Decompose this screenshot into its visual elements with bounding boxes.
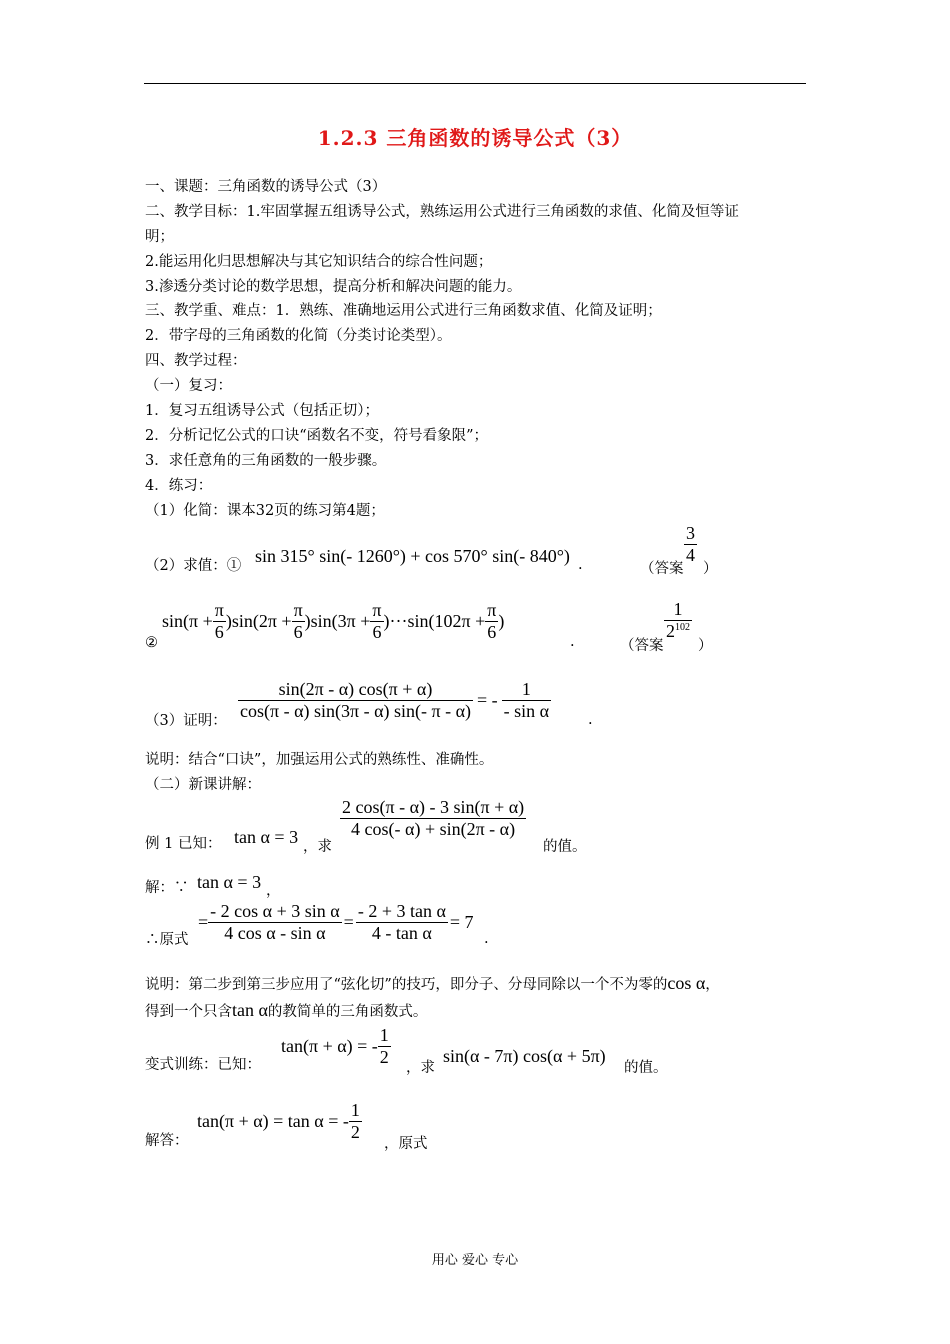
header-rule <box>144 83 806 84</box>
solution-fraction-2 <box>356 901 448 944</box>
q2b-answer-fraction <box>664 599 692 642</box>
text-line: 1．复习五组诱导公式（包括正切）； <box>145 403 379 419</box>
example1-fraction <box>340 797 526 840</box>
solution-comma: ， <box>266 883 281 899</box>
variant-expression: sin(α - 7π) cos(α + 5π) <box>443 1046 606 1066</box>
example1-mid: ，求 <box>303 839 332 855</box>
q2-answer-close: ） <box>703 561 718 577</box>
fraction-denominator: 6 <box>293 621 303 642</box>
text-line: 三、教学重、难点：1．熟练、准确地运用公式进行三角函数求值、化简及证明； <box>145 303 662 319</box>
fraction-numerator: π <box>293 599 303 620</box>
fraction-denominator: 2 <box>350 1121 360 1142</box>
fraction-denominator: - sin α <box>503 700 550 721</box>
fraction-numerator: sin(2π - α) cos(π + α) <box>238 679 473 701</box>
power-base: 2 <box>666 621 675 641</box>
fraction-numerator: 1 <box>502 679 551 701</box>
text-line: 3.渗透分类讨论的数学思想，提高分析和解决问题的能力。 <box>145 279 522 295</box>
note-math: tan α <box>232 1000 268 1020</box>
fraction-numerator: π <box>487 599 497 620</box>
therefore-label: ∴原式 <box>145 932 189 948</box>
solution-dot: . <box>484 931 489 947</box>
power-exponent: 102 <box>675 622 690 633</box>
solution-condition: tan α = 3 <box>197 872 262 892</box>
q2b-expression <box>162 596 504 646</box>
q2-expression: sin 315° sin(- 1260°) + cos 570° sin(- 840°) <box>255 546 570 566</box>
equals-sign: = - <box>477 689 498 710</box>
note-math: cos α <box>667 973 706 993</box>
q3-identity <box>238 672 551 728</box>
answer-expression <box>197 1096 362 1146</box>
solution-label: 解：∵ <box>145 880 189 896</box>
text-line: 4．练习： <box>145 478 213 494</box>
text-line: 明； <box>145 229 174 245</box>
q3-dot: . <box>588 712 593 728</box>
fraction-denominator: 4 - tan α <box>371 922 432 943</box>
fraction-denominator: 6 <box>214 621 224 642</box>
pi-over-6-fraction <box>292 600 305 643</box>
expr-part: )sin(3π + <box>304 610 371 631</box>
note-text: 得到一个只含 <box>145 1004 232 1020</box>
note2-line <box>145 974 720 994</box>
q2b-label: ② <box>145 635 158 651</box>
variant-tail: 的值。 <box>624 1060 668 1076</box>
fraction-denominator: 6 <box>372 621 382 642</box>
expr-part: ) <box>498 610 505 631</box>
answer-label: 解答： <box>145 1133 189 1149</box>
variant-condition <box>281 1021 391 1071</box>
fraction-numerator: π <box>214 599 224 620</box>
text-line: 二、教学目标：1.牢固掌握五组诱导公式，熟练运用公式进行三角函数的求值、化简及恒等证 <box>145 204 739 220</box>
fraction-numerator: 1 <box>379 1024 389 1045</box>
q3-rhs-fraction <box>502 679 551 722</box>
q2b-answer-close: ） <box>698 638 713 654</box>
example1-condition: tan α = 3 <box>234 827 299 847</box>
q2-answer-fraction <box>684 523 697 566</box>
text-line: （1）化简：课本32页的练习第4题； <box>145 503 385 519</box>
example1-label: 例 1 已知： <box>145 836 222 852</box>
q2-label: （2）求值：① <box>145 558 242 574</box>
section-heading: （二）新课讲解： <box>145 777 261 793</box>
variant-lhs: tan(π + α) = - <box>281 1035 378 1056</box>
text-line: 四、教学过程： <box>145 353 247 369</box>
pi-over-6-fraction <box>370 600 383 643</box>
text-line: 2.能运用化归思想解决与其它知识结合的综合性问题； <box>145 254 493 270</box>
half-fraction <box>378 1025 391 1068</box>
q2-answer-label: （答案 <box>640 561 684 577</box>
fraction-numerator: 2 cos(π - α) - 3 sin(π + α) <box>342 797 525 817</box>
page-footer: 用心 爱心 专心 <box>431 1253 519 1268</box>
fraction-denominator: cos(π - α) sin(3π - α) sin(- π - α) <box>240 700 472 721</box>
fraction-denominator: 6 <box>487 621 497 642</box>
equals-sign: = <box>343 911 354 932</box>
fraction-numerator: - 2 + 3 tan α <box>357 900 446 921</box>
text-line: 2．分析记忆公式的口诀“函数名不变，符号看象限”； <box>145 428 489 444</box>
variant-label: 变式训练：已知： <box>145 1057 261 1073</box>
note-text: 说明：第二步到第三步应用了“弦化切”的技巧，即分子、分母同除以一个不为零的 <box>145 977 668 993</box>
note2-line <box>145 1001 427 1021</box>
example1-tail: 的值。 <box>543 839 587 855</box>
fraction-numerator: - 2 cos α + 3 sin α <box>210 900 340 921</box>
fraction-numerator: 1 <box>664 599 692 621</box>
expr-part: )···sin(102π + <box>383 610 486 631</box>
equals-sign: = <box>198 911 209 932</box>
text-line: （一）复习： <box>145 378 232 394</box>
pi-over-6-fraction <box>485 600 498 643</box>
solution-result: = 7 <box>449 911 474 932</box>
note-line: 说明：结合“口诀”，加强运用公式的熟练性、准确性。 <box>145 752 494 768</box>
fraction-denominator: 2 <box>379 1046 389 1067</box>
note-text: 的教简单的三角函数式。 <box>267 1004 428 1020</box>
fraction-denominator <box>664 621 692 642</box>
page-title: 1.2.3 三角函数的诱导公式（3） <box>317 126 633 150</box>
expr-part: sin(π + <box>162 610 213 631</box>
fraction-numerator: π <box>372 599 382 620</box>
fraction-denominator: 4 <box>686 545 695 565</box>
solution-fraction-1 <box>208 901 342 944</box>
q3-lhs-fraction <box>238 679 473 722</box>
q2b-answer-label: （答案 <box>620 638 664 654</box>
q3-label: （3）证明： <box>145 713 227 729</box>
variant-mid: ，求 <box>406 1060 435 1076</box>
answer-tail: ，原式 <box>384 1136 428 1152</box>
fraction-numerator: 1 <box>350 1099 360 1120</box>
q2b-dot: . <box>570 634 575 650</box>
text-line: 一、课题：三角函数的诱导公式（3） <box>145 179 387 195</box>
answer-lhs: tan(π + α) = tan α = - <box>197 1110 349 1131</box>
fraction-denominator: 4 cos α - sin α <box>224 922 326 943</box>
q2-dot: . <box>578 557 583 573</box>
note-text: ， <box>705 977 720 993</box>
fraction-denominator: 4 cos(- α) + sin(2π - α) <box>351 819 516 839</box>
solution-chain <box>198 896 474 948</box>
pi-over-6-fraction <box>213 600 226 643</box>
expr-part: )sin(2π + <box>225 610 292 631</box>
fraction-numerator: 3 <box>686 523 695 543</box>
half-fraction <box>349 1100 362 1143</box>
text-line: 2．带字母的三角函数的化简（分类讨论类型）。 <box>145 328 452 344</box>
text-line: 3．求任意角的三角函数的一般步骤。 <box>145 453 387 469</box>
